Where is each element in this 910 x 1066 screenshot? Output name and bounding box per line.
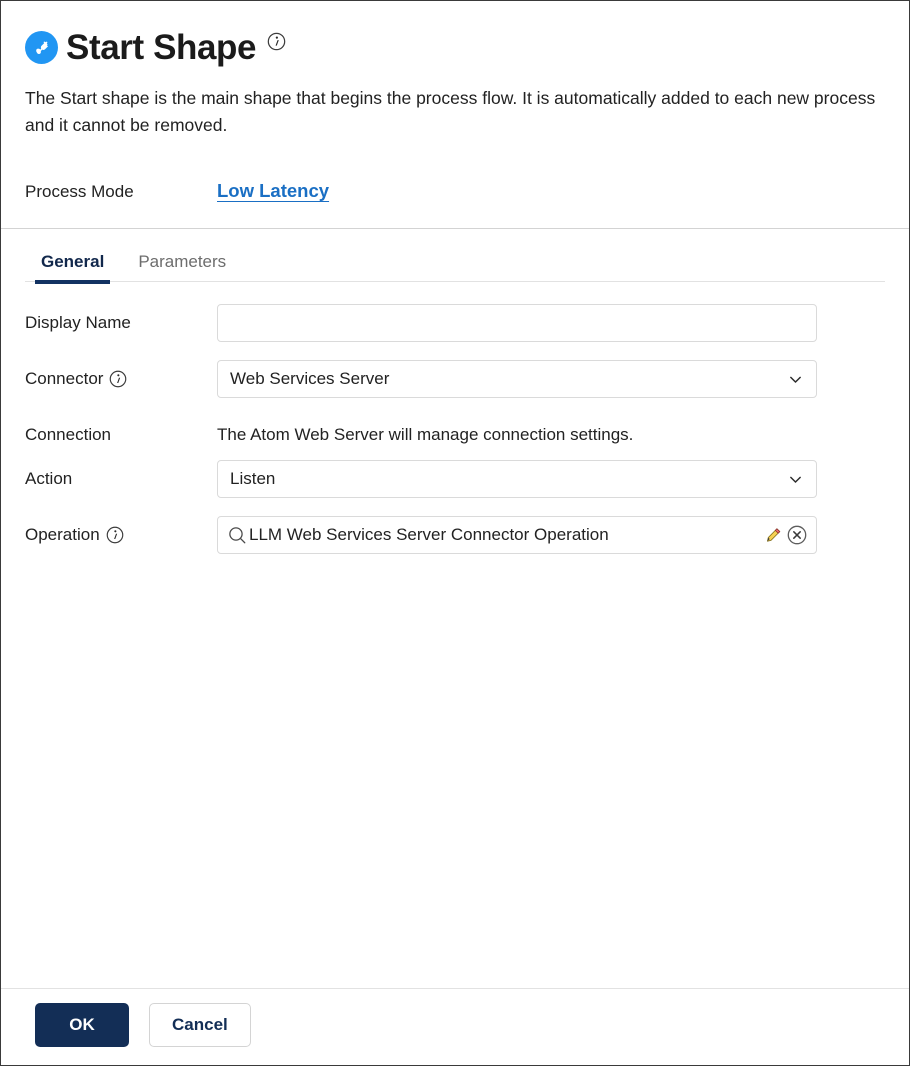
- dialog-description: The Start shape is the main shape that begins the process flow. It is automatically added to each new process and it cannot be removed.: [25, 88, 876, 135]
- tabs-container: [1, 229, 909, 282]
- process-mode-link[interactable]: Low Latency: [217, 180, 330, 202]
- action-value: Listen: [230, 469, 276, 489]
- operation-control: [217, 516, 817, 554]
- dialog-footer: [1, 988, 909, 1065]
- cancel-button[interactable]: Cancel: [149, 1003, 251, 1047]
- operation-actions: [764, 524, 808, 546]
- connector-label-text: Connector: [25, 369, 104, 389]
- pencil-icon[interactable]: [764, 526, 783, 545]
- clear-circle-icon[interactable]: [786, 524, 808, 546]
- operation-label-text: Operation: [25, 525, 100, 545]
- process-mode-row: [25, 180, 885, 228]
- form-body: [1, 282, 909, 988]
- action-control: [217, 460, 817, 498]
- tab-list: [25, 229, 885, 282]
- connector-value: Web Services Server: [230, 369, 390, 389]
- display-name-label: Display Name: [25, 313, 131, 333]
- connector-info-icon[interactable]: [109, 370, 127, 388]
- operation-search-field[interactable]: [217, 516, 817, 554]
- connector-label: [25, 369, 217, 389]
- field-row-display-name: [25, 304, 885, 342]
- field-row-connection: [25, 416, 885, 454]
- chevron-down-icon: [787, 471, 804, 488]
- action-label: Action: [25, 469, 73, 489]
- operation-info-icon[interactable]: [106, 526, 124, 544]
- tab-general[interactable]: General: [35, 253, 110, 281]
- field-row-action: [25, 460, 885, 498]
- connection-control: [217, 425, 817, 445]
- ok-button[interactable]: OK: [35, 1003, 129, 1047]
- connection-label: Connection: [25, 425, 112, 445]
- dialog-header: [1, 1, 909, 228]
- search-icon[interactable]: [227, 525, 248, 546]
- field-row-operation: [25, 516, 885, 554]
- title-row: [25, 23, 885, 71]
- field-row-connector: [25, 360, 885, 398]
- page-title: Start Shape: [66, 27, 257, 67]
- plug-icon: [25, 31, 58, 64]
- operation-value: LLM Web Services Server Connector Operation: [249, 525, 609, 545]
- process-mode-label: Process Mode: [25, 182, 134, 202]
- action-select[interactable]: [217, 460, 817, 498]
- tab-parameters[interactable]: Parameters: [138, 252, 227, 272]
- connection-message: The Atom Web Server will manage connection settings.: [217, 425, 634, 445]
- connector-control: [217, 360, 817, 398]
- display-name-input[interactable]: [217, 304, 817, 342]
- connector-select[interactable]: [217, 360, 817, 398]
- display-name-control: [217, 304, 817, 342]
- info-icon[interactable]: [267, 32, 286, 51]
- chevron-down-icon: [787, 371, 804, 388]
- operation-label: [25, 525, 217, 545]
